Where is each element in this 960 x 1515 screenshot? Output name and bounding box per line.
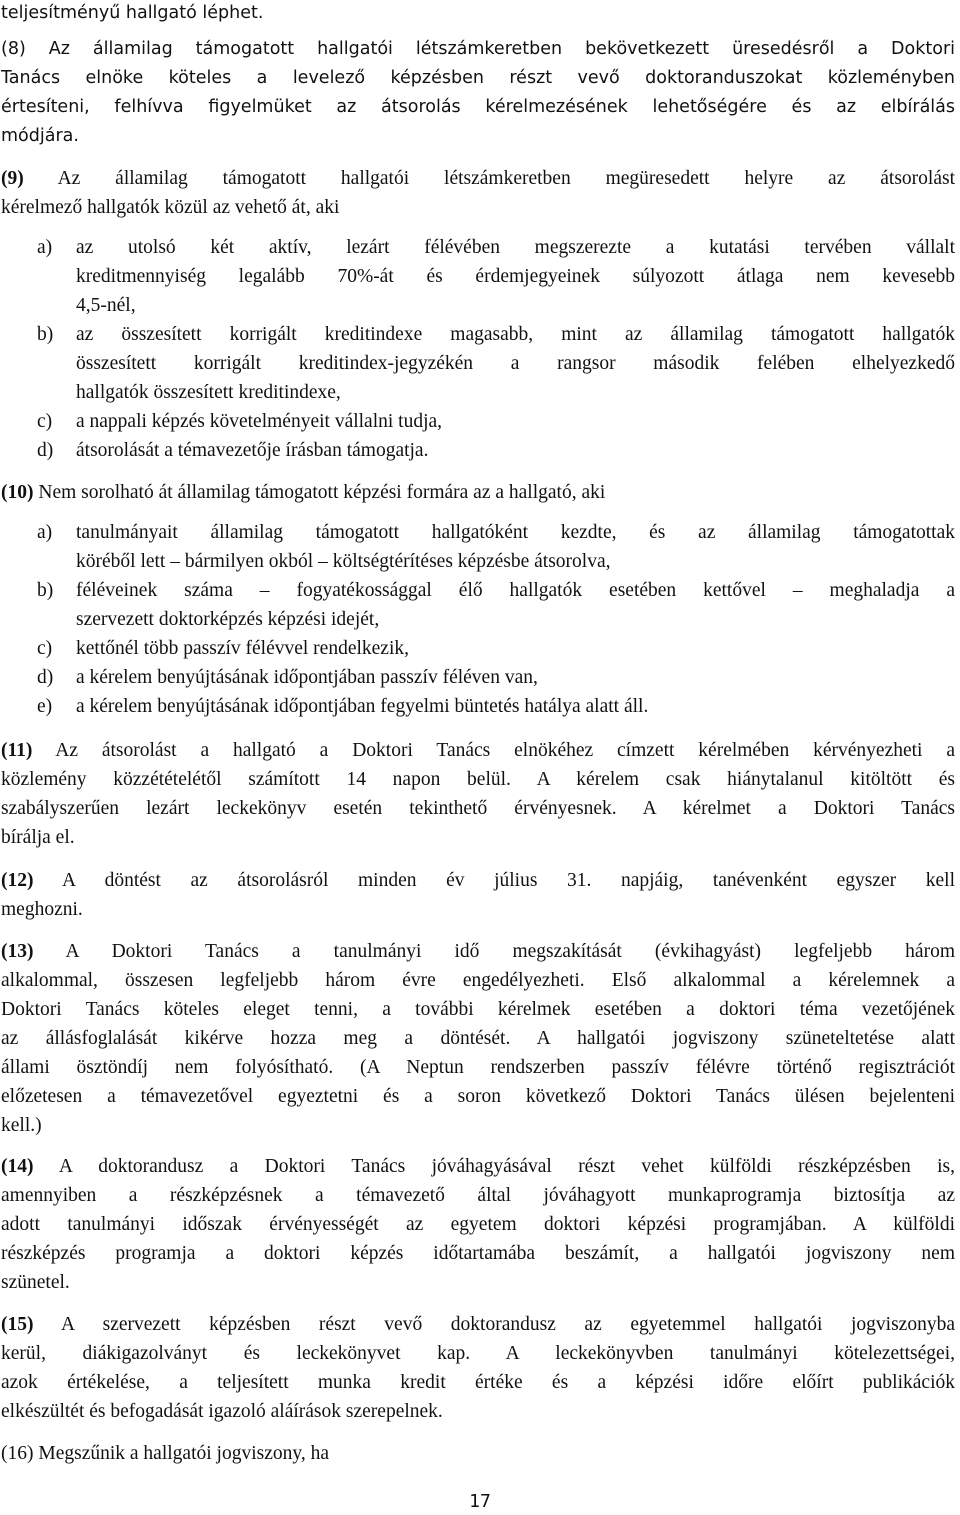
text-line: elkészültét és befogadását igazoló aláírások szerepelnek. [1, 1401, 443, 1422]
text-line: kell.) [1, 1115, 42, 1136]
paragraph-15: (15) A szervezett képzésben részt vevő doktorandusz az egyetemmel hallgatói jogviszonyba kerül, diákigazolványt és leckekönyvet kap. A leckekönyvben tanulmányi kötelezettségei, azok értékelése, a teljesített munka kredit értéke és a képzési időre előírt publikációk elkészültét és befogadását igazoló aláírások szerepelnek. [1, 1310, 955, 1426]
paragraph-number: (15) [1, 1314, 34, 1335]
text-line: szünetel. [1, 1272, 70, 1293]
text-line: kerül, diákigazolványt és leckekönyvet kap. A leckekönyvben tanulmányi kötelezettségei, [1, 1343, 955, 1364]
paragraph-10: (10) Nem sorolható át államilag támogatott képzési formára az a hallgató, aki [1, 482, 606, 503]
paragraph-number: (11) [1, 740, 33, 761]
paragraph-number: (14) [1, 1156, 34, 1177]
text-line: Doktori Tanács köteles eleget tenni, a további kérelmek esetében a doktori téma vezetőjének [1, 999, 955, 1020]
document-page: teljesítményű hallgató léphet. (8) Az államilag támogatott hallgatói létszámkeretben bekövetkezett üresedésről a Doktori Tanács elnöke köteles a levelező képzésben részt vevő doktoranduszokat közleményben értesíteni, felhívva figyelmüket az átsorolás kérelmezésének lehetőségére és az elbírálás módjára. (9) Az államilag támogatott hallgatói létszámkeretben megüresedett helyre az átsorolást kérelmező hallgatók közül az vehető át, aki a) az utolsó két aktív, lezárt félévében megszerezte a kutatási tervében vállalt kreditmennyiség legalább 70%-át és érdemjegyeinek súlyozott átlaga nem kevesebb 4,5-nél, b) az összesített korrigált kreditindexe magasabb, mint az államilag támogatott hallgatók összesített korrigált kreditindex-jegyzékén a rangsor második felében elhelyezkedő hallgatók összesített kreditindexe, c) a nappali képzés követelményeit vállalni tudja, d) átsorolását a témavezetője írásban támogatja. (10) Nem sorolható át államilag támogatott képzési formára az a hallgató, aki a) tanulmányait államilag támogatott hallgatóként kezdte, és az államilag támogatottak köréből lett – bármilyen okból – költségtérítéses képzésbe átsorolva, b) féléveinek száma – fogyatékossággal élő hallgatók esetében kettővel – meghaladja a szervezett doktorképzés képzési idejét, c) kettőnél több passzív félévvel rendelkezik, d) a kérelem benyújtásának időpontjában passzív féléven van, e) a kérelem benyújtásának időpontjában fegyelmi büntetés hatálya alatt áll. (11) Az átsorolást a hallgató a Doktori Tanács elnökéhez címzett kérelmében kérvényezheti a közlemény közzétételétől számított 14 napon belül. A kérelem csak hiánytalanul kitöltött és szabályszerűen lezárt leckekönyv esetén tekinthető érvényesnek. A kérelmet a Doktori Tanács bírálja el. (12) A döntést az átsorolásról minden év július 31. napjáig, tanévenként egyszer kell meghozni. (13) A Doktori Tanács a tanulmányi idő megszakítását (évkihagyást) legfeljebb három alkalommal, összesen legfeljebb három évre engedélyezheti. Első alkalommal a kérelemnek a Doktori Tanács köteles eleget tenni, a további kérelmek esetében a doktori téma vezetőjének az állásfoglalását kikérve hozza meg a döntését. A hallgatói jogviszony szüneteltetése alatt állami ösztöndíj nem folyósítható. (A Neptun rendszerben passzív félévre történő regisztrációt előzetesen a témavezetővel egyeztetni és a soron következő Doktori Tanács ülésen bejelenteni kell.) (14) A doktorandusz a Doktori Tanács jóváhagyásával részt vehet külföldi részképzésben is, amennyiben a részképzésnek a témavezető által jóváhagyott munkaprogramja biztosítja az adott tanulmányi időszak érvényességét az egyetem doktori képzési programjában. A külföldi részképzés programja a doktori képzés időtartamába beszámít, a hallgatói jogviszony nem szünetel. (15) A szervezett képzésben részt vevő doktorandusz az egyetemmel hallgatói jogviszonyba kerül, diákigazolványt és leckekönyvet kap. A leckekönyvben tanulmányi kötelezettségei, azok értékelése, a teljesített munka kredit értéke és a képzési időre előírt publikációk elkészültét és befogadását igazoló aláírások szerepelnek. (16) Megszűnik a hallgatói jogviszony, ha 17 [0, 0, 960, 1515]
text-line: előzetesen a témavezetővel egyeztetni és a soron következő Doktori Tanács ülésen bejelenteni [1, 1086, 955, 1107]
text-line: amennyiben a részképzésnek a témavezető által jóváhagyott munkaprogramja biztosítja az [1, 1185, 955, 1206]
text-line: közlemény közzétételétől számított 14 napon belül. A kérelem csak hiánytalanul kitöltött és [1, 769, 955, 790]
paragraph-number: (10) [1, 482, 34, 503]
list-label: a) [37, 522, 53, 543]
text-line: meghozni. [1, 899, 83, 920]
paragraph-8: (8) Az államilag támogatott hallgatói létszámkeretben bekövetkezett üresedésről a Doktori Tanács elnöke köteles a levelező képzésben részt vevő doktoranduszokat közleményben értesíteni, felhívva figyelmüket az átsorolás kérelmezésének lehetőségére és az elbírálás módjára. [1, 35, 955, 151]
text-line: az állásfoglalását kikérve hozza meg a döntését. A hallgatói jogviszony szüneteltetése alatt [1, 1028, 955, 1049]
list-label: d) [37, 440, 54, 461]
text-line: értesíteni, felhívva figyelmüket az átsorolás kérelmezésének lehetőségére és az elbírálás [1, 97, 955, 117]
paragraph-number: (16) [1, 1443, 34, 1464]
text-line: teljesítményű hallgató léphet. [1, 3, 264, 23]
paragraph-number: (13) [1, 941, 34, 962]
text-line: részképzés programja a doktori képzés időtartamába beszámít, a hallgatói jogviszony nem [1, 1243, 955, 1264]
list-label: c) [37, 638, 53, 659]
paragraph-12: (12) A döntést az átsorolásról minden év július 31. napjáig, tanévenként egyszer kell meghozni. [1, 866, 955, 924]
text-line: alkalommal, összesen legfeljebb három évre engedélyezheti. Első alkalommal a kérelemnek a [1, 970, 955, 991]
list-label: c) [37, 411, 53, 432]
list-label: b) [37, 324, 54, 345]
paragraph-9: (9) Az államilag támogatott hallgatói létszámkeretben megüresedett helyre az átsorolást kérelmező hallgatók közül az vehető át, aki [1, 164, 955, 222]
text-line: szabályszerűen lezárt leckekönyv esetén tekinthető érvényesnek. A kérelmet a Doktori Tanács [1, 798, 955, 819]
text-line: állami ösztöndíj nem folyósítható. (A Neptun rendszerben passzív félévre történő regisztrációt [1, 1057, 955, 1078]
text-line: Tanács elnöke köteles a levelező képzésben részt vevő doktoranduszokat közleményben [1, 68, 955, 88]
text-line: módjára. [1, 126, 79, 146]
paragraph-number: (9) [1, 168, 24, 189]
list-label: b) [37, 580, 54, 601]
text-line: azok értékelése, a teljesített munka kredit értéke és a képzési időre előírt publikációk [1, 1372, 955, 1393]
text-line: bírálja el. [1, 827, 75, 848]
text-line: kérelmező hallgatók közül az vehető át, aki [1, 197, 340, 218]
paragraph-14: (14) A doktorandusz a Doktori Tanács jóváhagyásával részt vehet külföldi részképzésben is, amennyiben a részképzésnek a témavezető által jóváhagyott munkaprogramja biztosítja az adott tanulmányi időszak érvényességét az egyetem doktori képzési programjában. A külföldi részképzés programja a doktori képzés időtartamába beszámít, a hallgatói jogviszony nem szünetel. [1, 1152, 955, 1297]
list-label: e) [37, 696, 53, 717]
list-label: d) [37, 667, 54, 688]
page-number: 17 [469, 1491, 491, 1512]
paragraph-number: (12) [1, 870, 34, 891]
paragraph-fragment [1, 0, 955, 28]
paragraph-16: (16) Megszűnik a hallgatói jogviszony, ha [1, 1443, 330, 1464]
paragraph-11: (11) Az átsorolást a hallgató a Doktori Tanács elnökéhez címzett kérelmében kérvényezheti a közlemény közzétételétől számított 14 napon belül. A kérelem csak hiánytalanul kitöltött és szabályszerűen lezárt leckekönyv esetén tekinthető érvényesnek. A kérelmet a Doktori Tanács bírálja el. [1, 736, 955, 852]
list-label: a) [37, 237, 53, 258]
text-line: adott tanulmányi időszak érvényességét az egyetem doktori képzési programjában. A külföldi [1, 1214, 955, 1235]
paragraph-number: (8) [1, 39, 26, 59]
paragraph-13: (13) A Doktori Tanács a tanulmányi idő megszakítását (évkihagyást) legfeljebb három alkalommal, összesen legfeljebb három évre engedélyezheti. Első alkalommal a kérelemnek a Doktori Tanács köteles eleget tenni, a további kérelmek esetében a doktori téma vezetőjének az állásfoglalását kikérve hozza meg a döntését. A hallgatói jogviszony szüneteltetése alatt állami ösztöndíj nem folyósítható. (A Neptun rendszerben passzív félévre történő regisztrációt előzetesen a témavezetővel egyeztetni és a soron következő Doktori Tanács ülésen bejelenteni kell.) [1, 937, 955, 1140]
